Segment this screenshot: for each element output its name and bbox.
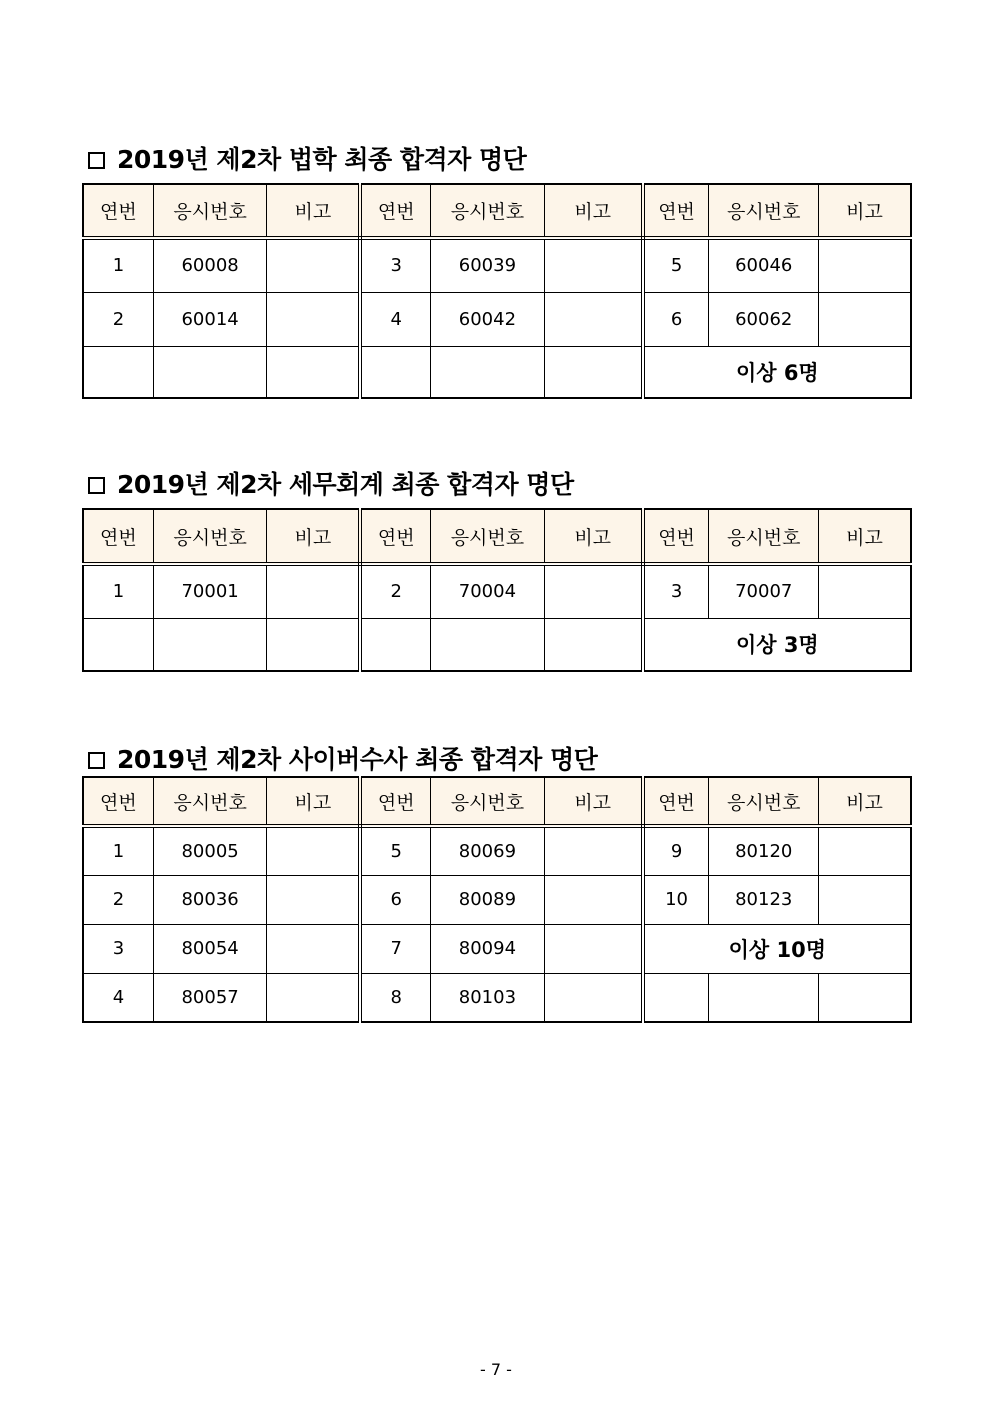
section-title: 2019년 제2차 세무회계 최종 합격자 명단 (88, 465, 574, 501)
header-cell: 응시번호 (709, 777, 819, 826)
header-cell: 비고 (267, 184, 360, 238)
total-count: 이상 3명 (643, 618, 911, 671)
header-cell: 응시번호 (431, 509, 545, 564)
header-cell: 응시번호 (153, 509, 267, 564)
table-row: 1 70001 2 70004 3 70007 (83, 564, 911, 618)
header-cell: 연번 (83, 509, 153, 564)
header-cell: 비고 (544, 509, 642, 564)
header-cell: 연번 (643, 509, 709, 564)
total-count: 이상 10명 (643, 924, 911, 973)
checkbox-icon (88, 477, 105, 494)
roster-table (82, 508, 912, 672)
table-row: 4 80057 8 80103 (83, 973, 911, 1022)
table-row (83, 346, 911, 398)
header-cell: 연번 (360, 777, 430, 826)
header-cell: 연번 (83, 184, 153, 238)
checkbox-icon (88, 152, 105, 169)
header-cell: 응시번호 (153, 777, 267, 826)
table-row: 1 80005 5 80069 9 80120 (83, 826, 911, 875)
header-cell: 연번 (360, 184, 430, 238)
header-cell: 응시번호 (431, 777, 545, 826)
table-row: 2 60014 4 60042 6 60062 (83, 292, 911, 346)
table-row: 3 80054 7 80094 이상 10명 (83, 924, 911, 973)
header-cell: 응시번호 (431, 184, 545, 238)
section-title: 2019년 제2차 법학 최종 합격자 명단 (88, 140, 526, 176)
roster-table (82, 183, 912, 399)
header-cell: 비고 (544, 184, 642, 238)
header-cell: 비고 (544, 777, 642, 826)
header-cell: 연번 (643, 777, 709, 826)
header-cell: 응시번호 (709, 184, 819, 238)
header-cell: 연번 (643, 184, 709, 238)
header-cell: 연번 (83, 777, 153, 826)
table-row: 2 80036 6 80089 10 80123 (83, 875, 911, 924)
header-cell: 연번 (360, 509, 430, 564)
header-cell: 비고 (818, 509, 911, 564)
header-cell: 비고 (267, 509, 360, 564)
total-count: 이상 6명 (643, 346, 911, 398)
table-row (83, 618, 911, 671)
header-cell: 응시번호 (709, 509, 819, 564)
header-cell: 응시번호 (153, 184, 267, 238)
header-cell: 비고 (818, 184, 911, 238)
roster-table (82, 776, 912, 1023)
header-cell: 비고 (818, 777, 911, 826)
page-number: - 7 - (480, 1360, 512, 1379)
header-cell: 비고 (267, 777, 360, 826)
section-title: 2019년 제2차 사이버수사 최종 합격자 명단 (88, 740, 597, 776)
checkbox-icon (88, 752, 105, 769)
table-row: 1 60008 3 60039 5 60046 (83, 238, 911, 292)
